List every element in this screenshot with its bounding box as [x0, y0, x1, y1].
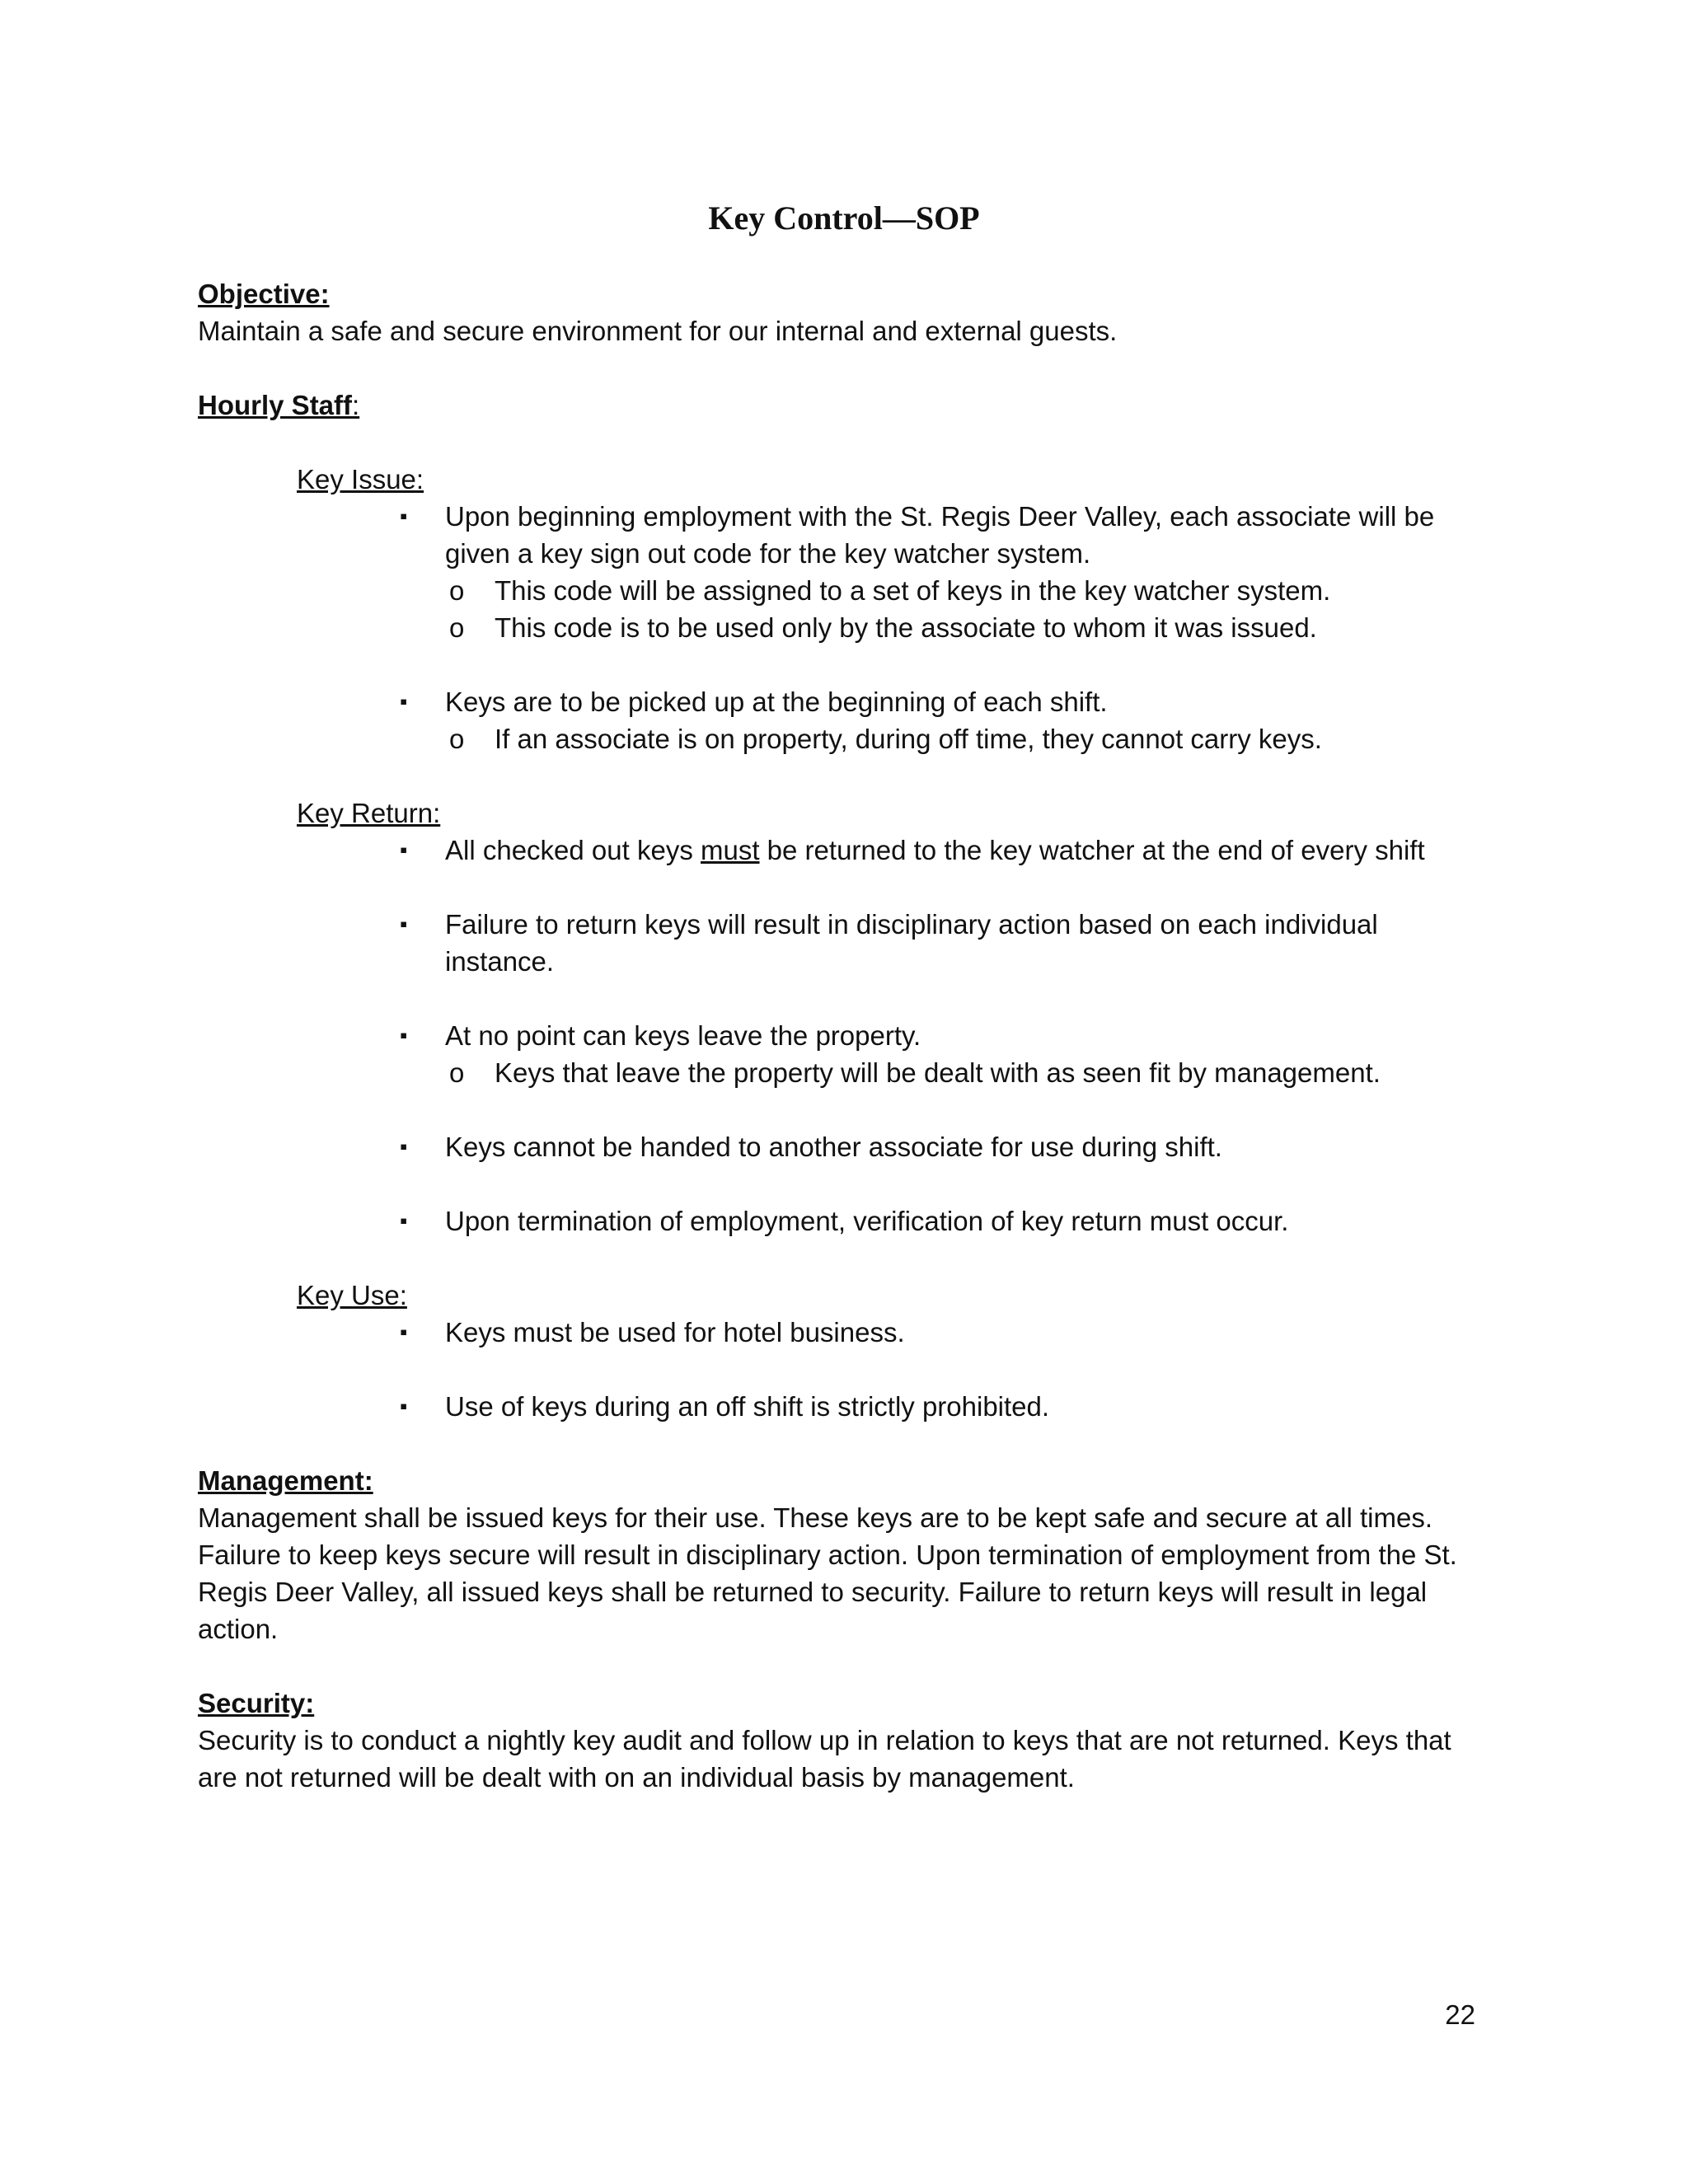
list-item: [400, 1202, 1484, 1240]
square-bullet-icon: ▪: [400, 912, 408, 936]
square-bullet-icon: ▪: [400, 1319, 408, 1344]
list-item: [400, 906, 1484, 980]
management-heading: Management:: [198, 1465, 373, 1496]
list-item-emphasis: must: [701, 835, 760, 865]
square-bullet-icon: ▪: [400, 689, 408, 714]
list-item: [400, 1314, 1484, 1351]
sub-list-item-text: This code will be assigned to a set of keys in the key watcher system.: [495, 575, 1331, 606]
list-item: [400, 1017, 1484, 1091]
spacer: [198, 1425, 1484, 1462]
circle-bullet-icon: o: [449, 1057, 465, 1088]
sub-list-item: [449, 572, 1484, 609]
page-number: 22: [1445, 1999, 1475, 2030]
hourly-staff-heading-colon: :: [352, 390, 360, 420]
square-bullet-icon: ▪: [400, 1208, 408, 1233]
list-item: [400, 832, 1484, 869]
list-item: [400, 498, 1484, 646]
hourly-staff-heading: [198, 387, 1484, 424]
sub-list: [445, 1054, 1484, 1091]
spacer: [198, 1165, 1484, 1202]
security-text: Security is to conduct a nightly key audit and follow up in relation to keys that are not returned. Keys that are not returned will be dealt with on an individual basis by management.: [198, 1725, 1451, 1793]
list-item-text: Upon termination of employment, verification of key return must occur.: [445, 1206, 1289, 1236]
square-bullet-icon: ▪: [400, 1134, 408, 1159]
square-bullet-icon: ▪: [400, 1394, 408, 1418]
key-use-heading: Key Use:: [297, 1280, 407, 1310]
hourly-staff-heading-label: Hourly Staff: [198, 390, 353, 420]
spacer: [198, 1240, 1484, 1277]
circle-bullet-icon: o: [449, 724, 465, 754]
list-item-text: Use of keys during an off shift is strictly prohibited.: [445, 1391, 1050, 1422]
circle-bullet-icon: o: [449, 575, 465, 606]
list-item-text: At no point can keys leave the property.: [445, 1020, 921, 1051]
spacer: [198, 1351, 1484, 1388]
list-item: [400, 683, 1484, 757]
sub-list-item: [449, 609, 1484, 646]
key-issue-list: [198, 498, 1484, 757]
list-item: [400, 1388, 1484, 1425]
list-item-text: Upon beginning employment with the St. Regis Deer Valley, each associate will be given a key sign out code for the key watcher system.: [445, 501, 1435, 569]
list-item-text: Keys must be used for hotel business.: [445, 1317, 905, 1347]
spacer: [198, 349, 1484, 387]
key-issue-heading: Key Issue:: [297, 464, 424, 494]
sub-list: [445, 572, 1484, 646]
square-bullet-icon: ▪: [400, 1023, 408, 1047]
list-item-text-end: be returned to the key watcher at the end of every shift: [759, 835, 1425, 865]
square-bullet-icon: ▪: [400, 504, 408, 528]
spacer: [198, 869, 1484, 906]
spacer: [198, 980, 1484, 1017]
page-title: Key Control—SOP: [708, 199, 980, 237]
list-item: [400, 1128, 1484, 1165]
key-return-heading: Key Return:: [297, 798, 441, 828]
sub-list-item: [449, 720, 1484, 757]
sub-list-item-text: If an associate is on property, during off time, they cannot carry keys.: [495, 724, 1322, 754]
sub-list-item: [449, 1054, 1484, 1091]
objective-text: Maintain a safe and secure environment for our internal and external guests.: [198, 316, 1118, 346]
spacer: [198, 1091, 1484, 1128]
spacer: [198, 757, 1484, 794]
list-item-text-start: All checked out keys: [445, 835, 701, 865]
spacer: [198, 424, 1484, 461]
sub-list: [445, 720, 1484, 757]
sub-list-item-text: Keys that leave the property will be dealt with as seen fit by management.: [495, 1057, 1381, 1088]
key-use-list: [198, 1314, 1484, 1425]
document-body: [198, 275, 1484, 1796]
list-item-text: Failure to return keys will result in disciplinary action based on each individual instance.: [445, 909, 1378, 977]
management-text: Management shall be issued keys for their use. These keys are to be kept safe and secure at all times. Failure to keep keys secure will result in disciplinary action. Upon termination of employment from the St. Regis Deer Valley, all issued keys shall be returned to security. Failure to return keys will result in legal action.: [198, 1502, 1457, 1644]
list-item-text: Keys cannot be handed to another associate for use during shift.: [445, 1132, 1222, 1162]
security-heading: Security:: [198, 1688, 315, 1718]
spacer: [198, 646, 1484, 683]
key-return-list: [198, 832, 1484, 1240]
spacer: [198, 1647, 1484, 1685]
objective-heading: Objective:: [198, 279, 330, 309]
list-item-text: Keys are to be picked up at the beginning of each shift.: [445, 687, 1108, 717]
circle-bullet-icon: o: [449, 612, 465, 643]
sub-list-item-text: This code is to be used only by the associate to whom it was issued.: [495, 612, 1317, 643]
square-bullet-icon: ▪: [400, 837, 408, 862]
